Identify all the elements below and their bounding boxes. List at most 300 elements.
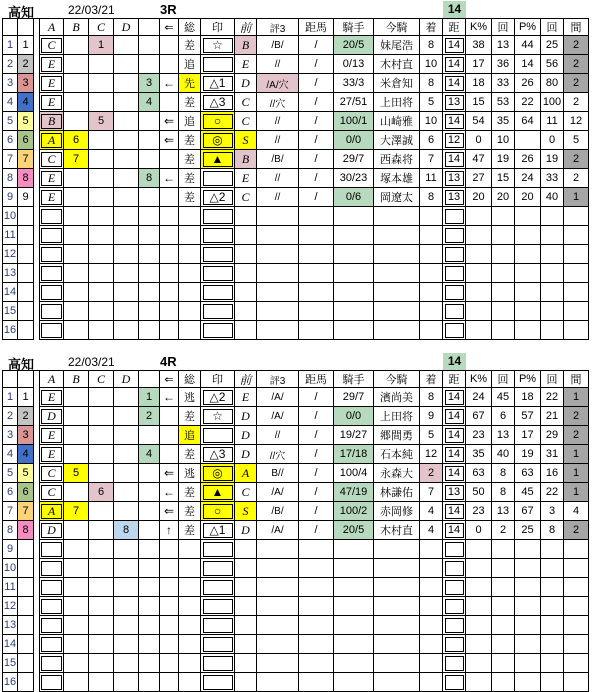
cell-arrow[interactable] bbox=[160, 616, 179, 635]
cell-rank-d[interactable] bbox=[114, 283, 139, 302]
cell-k-percent[interactable] bbox=[466, 245, 492, 264]
cell-p-percent[interactable]: 44 bbox=[515, 36, 541, 55]
cell-horse-number[interactable] bbox=[18, 283, 34, 302]
cell-rank-c[interactable] bbox=[89, 169, 114, 188]
cell-distance-horse[interactable]: / bbox=[299, 150, 334, 169]
cell-recovery-2[interactable]: 16 bbox=[541, 464, 564, 483]
cell-recovery-1[interactable] bbox=[492, 264, 515, 283]
cell-jockey-name[interactable]: 木村直 bbox=[374, 521, 420, 540]
cell-distance[interactable]: 14 bbox=[443, 150, 466, 169]
cell-running-style[interactable]: 差 bbox=[179, 188, 201, 207]
cell-finish-position[interactable] bbox=[420, 302, 443, 321]
cell-evaluation[interactable] bbox=[257, 283, 299, 302]
cell-position-number[interactable] bbox=[139, 283, 160, 302]
cell-finish-position[interactable]: 7 bbox=[420, 483, 443, 502]
cell-rank-c[interactable] bbox=[89, 559, 114, 578]
cell-recovery-2[interactable] bbox=[541, 597, 564, 616]
cell-position-number[interactable] bbox=[139, 302, 160, 321]
cell-finish-position[interactable] bbox=[420, 559, 443, 578]
cell-p-percent[interactable]: 26 bbox=[515, 74, 541, 93]
cell-p-percent[interactable] bbox=[515, 559, 541, 578]
cell-arrow[interactable]: ⇐ bbox=[160, 464, 179, 483]
cell-position-number[interactable] bbox=[139, 483, 160, 502]
cell-recovery-1[interactable]: 35 bbox=[492, 112, 515, 131]
cell-arrow[interactable] bbox=[160, 36, 179, 55]
cell-running-style[interactable]: 差 bbox=[179, 407, 201, 426]
cell-rank-b[interactable] bbox=[64, 302, 89, 321]
cell-jockey-name[interactable]: 大澤誠 bbox=[374, 131, 420, 150]
cell-row-number[interactable]: 16 bbox=[2, 321, 18, 340]
cell-recovery-2[interactable] bbox=[541, 540, 564, 559]
cell-p-percent[interactable]: 45 bbox=[515, 483, 541, 502]
cell-arrow[interactable] bbox=[160, 264, 179, 283]
cell-jockey-odds[interactable]: 29/7 bbox=[334, 388, 374, 407]
cell-previous-rank[interactable]: E bbox=[235, 55, 257, 74]
cell-arrow[interactable] bbox=[160, 407, 179, 426]
cell-interval[interactable]: 2 bbox=[564, 521, 589, 540]
cell-k-percent[interactable]: 50 bbox=[466, 483, 492, 502]
cell-position-number[interactable] bbox=[139, 188, 160, 207]
cell-row-number[interactable]: 12 bbox=[2, 597, 18, 616]
cell-row-number[interactable]: 14 bbox=[2, 283, 18, 302]
cell-recovery-1[interactable] bbox=[492, 283, 515, 302]
cell-rank-b[interactable] bbox=[64, 578, 89, 597]
cell-evaluation[interactable]: // bbox=[257, 188, 299, 207]
cell-jockey-name[interactable] bbox=[374, 302, 420, 321]
cell-evaluation[interactable] bbox=[257, 654, 299, 673]
cell-mark[interactable]: △1 bbox=[201, 74, 235, 93]
cell-arrow[interactable] bbox=[160, 654, 179, 673]
cell-previous-rank[interactable] bbox=[235, 616, 257, 635]
cell-k-percent[interactable]: 35 bbox=[466, 445, 492, 464]
cell-horse-number[interactable] bbox=[18, 673, 34, 692]
cell-position-number[interactable] bbox=[139, 673, 160, 692]
cell-recovery-1[interactable] bbox=[492, 302, 515, 321]
cell-rank-a[interactable] bbox=[39, 616, 64, 635]
cell-distance[interactable] bbox=[443, 264, 466, 283]
cell-recovery-1[interactable]: 19 bbox=[492, 150, 515, 169]
cell-position-number[interactable]: 4 bbox=[139, 93, 160, 112]
cell-recovery-1[interactable]: 13 bbox=[492, 426, 515, 445]
cell-interval[interactable] bbox=[564, 673, 589, 692]
cell-distance-horse[interactable]: / bbox=[299, 388, 334, 407]
cell-jockey-name[interactable]: 赤岡修 bbox=[374, 502, 420, 521]
cell-k-percent[interactable] bbox=[466, 635, 492, 654]
cell-finish-position[interactable] bbox=[420, 597, 443, 616]
cell-horse-number[interactable]: 3 bbox=[18, 426, 34, 445]
cell-rank-a[interactable]: E bbox=[39, 169, 64, 188]
cell-jockey-odds[interactable]: 0/0 bbox=[334, 131, 374, 150]
cell-rank-b[interactable] bbox=[64, 635, 89, 654]
cell-distance[interactable] bbox=[443, 283, 466, 302]
cell-rank-c[interactable] bbox=[89, 302, 114, 321]
cell-rank-c[interactable] bbox=[89, 635, 114, 654]
cell-arrow[interactable] bbox=[160, 673, 179, 692]
cell-evaluation[interactable] bbox=[257, 597, 299, 616]
cell-distance[interactable]: 14 bbox=[443, 464, 466, 483]
cell-rank-c[interactable] bbox=[89, 321, 114, 340]
cell-evaluation[interactable] bbox=[257, 302, 299, 321]
cell-k-percent[interactable] bbox=[466, 597, 492, 616]
cell-rank-b[interactable] bbox=[64, 616, 89, 635]
cell-recovery-2[interactable]: 25 bbox=[541, 36, 564, 55]
cell-row-number[interactable]: 15 bbox=[2, 302, 18, 321]
cell-recovery-1[interactable] bbox=[492, 245, 515, 264]
cell-k-percent[interactable]: 0 bbox=[466, 521, 492, 540]
cell-arrow[interactable]: ← bbox=[160, 388, 179, 407]
cell-recovery-1[interactable]: 36 bbox=[492, 55, 515, 74]
cell-rank-c[interactable] bbox=[89, 597, 114, 616]
cell-recovery-1[interactable]: 45 bbox=[492, 388, 515, 407]
cell-rank-a[interactable]: D bbox=[39, 407, 64, 426]
cell-rank-d[interactable] bbox=[114, 559, 139, 578]
cell-recovery-1[interactable]: 8 bbox=[492, 464, 515, 483]
cell-distance[interactable] bbox=[443, 245, 466, 264]
cell-row-number[interactable]: 5 bbox=[2, 112, 18, 131]
cell-mark[interactable] bbox=[201, 302, 235, 321]
cell-recovery-1[interactable]: 20 bbox=[492, 188, 515, 207]
cell-jockey-odds[interactable]: 27/51 bbox=[334, 93, 374, 112]
cell-rank-d[interactable] bbox=[114, 502, 139, 521]
cell-rank-c[interactable] bbox=[89, 188, 114, 207]
cell-mark[interactable] bbox=[201, 673, 235, 692]
cell-interval[interactable] bbox=[564, 540, 589, 559]
cell-rank-c[interactable] bbox=[89, 540, 114, 559]
cell-k-percent[interactable]: 24 bbox=[466, 388, 492, 407]
cell-recovery-2[interactable] bbox=[541, 578, 564, 597]
cell-k-percent[interactable]: 67 bbox=[466, 407, 492, 426]
cell-rank-c[interactable] bbox=[89, 131, 114, 150]
cell-rank-b[interactable] bbox=[64, 245, 89, 264]
cell-distance[interactable] bbox=[443, 578, 466, 597]
cell-rank-b[interactable] bbox=[64, 654, 89, 673]
cell-k-percent[interactable]: 23 bbox=[466, 426, 492, 445]
cell-rank-c[interactable]: 1 bbox=[89, 36, 114, 55]
cell-distance-horse[interactable]: / bbox=[299, 74, 334, 93]
cell-arrow[interactable]: ← bbox=[160, 74, 179, 93]
cell-recovery-2[interactable]: 33 bbox=[541, 169, 564, 188]
cell-jockey-odds[interactable] bbox=[334, 578, 374, 597]
cell-distance[interactable]: 14 bbox=[443, 55, 466, 74]
cell-evaluation[interactable] bbox=[257, 245, 299, 264]
cell-horse-number[interactable]: 5 bbox=[18, 464, 34, 483]
cell-rank-a[interactable] bbox=[39, 578, 64, 597]
cell-row-number[interactable]: 10 bbox=[2, 559, 18, 578]
cell-rank-b[interactable] bbox=[64, 559, 89, 578]
cell-evaluation[interactable]: /A/ bbox=[257, 521, 299, 540]
cell-running-style[interactable] bbox=[179, 302, 201, 321]
cell-horse-number[interactable]: 7 bbox=[18, 502, 34, 521]
cell-evaluation[interactable] bbox=[257, 616, 299, 635]
cell-running-style[interactable]: 逃 bbox=[179, 464, 201, 483]
cell-finish-position[interactable]: 4 bbox=[420, 502, 443, 521]
cell-evaluation[interactable] bbox=[257, 559, 299, 578]
cell-position-number[interactable] bbox=[139, 245, 160, 264]
cell-previous-rank[interactable] bbox=[235, 245, 257, 264]
cell-jockey-odds[interactable]: 100/4 bbox=[334, 464, 374, 483]
cell-jockey-name[interactable] bbox=[374, 264, 420, 283]
cell-finish-position[interactable] bbox=[420, 578, 443, 597]
cell-jockey-name[interactable] bbox=[374, 283, 420, 302]
cell-arrow[interactable]: ← bbox=[160, 483, 179, 502]
cell-rank-d[interactable] bbox=[114, 654, 139, 673]
cell-position-number[interactable] bbox=[139, 55, 160, 74]
cell-rank-b[interactable] bbox=[64, 207, 89, 226]
cell-jockey-odds[interactable]: 100/1 bbox=[334, 112, 374, 131]
cell-mark[interactable] bbox=[201, 245, 235, 264]
cell-k-percent[interactable]: 0 bbox=[466, 131, 492, 150]
cell-previous-rank[interactable] bbox=[235, 283, 257, 302]
cell-distance[interactable]: 14 bbox=[443, 521, 466, 540]
cell-position-number[interactable] bbox=[139, 559, 160, 578]
cell-mark[interactable] bbox=[201, 654, 235, 673]
cell-distance[interactable]: 12 bbox=[443, 131, 466, 150]
cell-position-number[interactable] bbox=[139, 226, 160, 245]
cell-distance[interactable] bbox=[443, 321, 466, 340]
cell-mark[interactable] bbox=[201, 597, 235, 616]
cell-jockey-odds[interactable]: 30/23 bbox=[334, 169, 374, 188]
cell-jockey-name[interactable] bbox=[374, 207, 420, 226]
cell-rank-c[interactable] bbox=[89, 226, 114, 245]
cell-rank-a[interactable] bbox=[39, 673, 64, 692]
cell-jockey-name[interactable]: 岡遼太 bbox=[374, 188, 420, 207]
cell-row-number[interactable]: 7 bbox=[2, 150, 18, 169]
cell-jockey-name[interactable]: 妹尾浩 bbox=[374, 36, 420, 55]
cell-p-percent[interactable] bbox=[515, 283, 541, 302]
cell-jockey-odds[interactable]: 0/6 bbox=[334, 188, 374, 207]
cell-recovery-2[interactable] bbox=[541, 654, 564, 673]
cell-p-percent[interactable] bbox=[515, 321, 541, 340]
cell-rank-a[interactable] bbox=[39, 654, 64, 673]
cell-rank-c[interactable] bbox=[89, 464, 114, 483]
cell-k-percent[interactable]: 18 bbox=[466, 74, 492, 93]
cell-jockey-odds[interactable] bbox=[334, 302, 374, 321]
cell-horse-number[interactable] bbox=[18, 654, 34, 673]
cell-finish-position[interactable]: 10 bbox=[420, 112, 443, 131]
cell-rank-c[interactable] bbox=[89, 578, 114, 597]
cell-horse-number[interactable]: 9 bbox=[18, 188, 34, 207]
cell-p-percent[interactable]: 64 bbox=[515, 112, 541, 131]
cell-jockey-name[interactable]: 林謙佑 bbox=[374, 483, 420, 502]
cell-interval[interactable]: 2 bbox=[564, 150, 589, 169]
cell-evaluation[interactable]: /A/ bbox=[257, 388, 299, 407]
cell-position-number[interactable]: 3 bbox=[139, 74, 160, 93]
cell-p-percent[interactable]: 22 bbox=[515, 93, 541, 112]
cell-previous-rank[interactable]: E bbox=[235, 169, 257, 188]
cell-row-number[interactable]: 13 bbox=[2, 264, 18, 283]
cell-row-number[interactable]: 2 bbox=[2, 55, 18, 74]
cell-previous-rank[interactable]: B bbox=[235, 36, 257, 55]
cell-running-style[interactable]: 追 bbox=[179, 426, 201, 445]
cell-k-percent[interactable]: 47 bbox=[466, 150, 492, 169]
cell-finish-position[interactable]: 12 bbox=[420, 445, 443, 464]
cell-jockey-odds[interactable] bbox=[334, 597, 374, 616]
cell-p-percent[interactable]: 18 bbox=[515, 388, 541, 407]
cell-finish-position[interactable] bbox=[420, 654, 443, 673]
cell-horse-number[interactable]: 2 bbox=[18, 55, 34, 74]
cell-mark[interactable] bbox=[201, 635, 235, 654]
cell-mark[interactable] bbox=[201, 540, 235, 559]
cell-rank-c[interactable] bbox=[89, 426, 114, 445]
cell-jockey-name[interactable]: 山崎雅 bbox=[374, 112, 420, 131]
cell-finish-position[interactable] bbox=[420, 673, 443, 692]
cell-distance[interactable]: 14 bbox=[443, 407, 466, 426]
cell-recovery-1[interactable]: 6 bbox=[492, 407, 515, 426]
cell-mark[interactable] bbox=[201, 559, 235, 578]
cell-distance[interactable]: 14 bbox=[443, 74, 466, 93]
cell-arrow[interactable] bbox=[160, 302, 179, 321]
cell-previous-rank[interactable] bbox=[235, 654, 257, 673]
cell-arrow[interactable] bbox=[160, 245, 179, 264]
cell-distance-horse[interactable] bbox=[299, 578, 334, 597]
cell-previous-rank[interactable]: D bbox=[235, 521, 257, 540]
cell-horse-number[interactable] bbox=[18, 226, 34, 245]
cell-rank-c[interactable] bbox=[89, 673, 114, 692]
cell-recovery-1[interactable] bbox=[492, 559, 515, 578]
cell-previous-rank[interactable] bbox=[235, 321, 257, 340]
cell-running-style[interactable] bbox=[179, 207, 201, 226]
cell-position-number[interactable] bbox=[139, 464, 160, 483]
cell-rank-d[interactable] bbox=[114, 616, 139, 635]
cell-mark[interactable] bbox=[201, 578, 235, 597]
cell-jockey-odds[interactable]: 0/0 bbox=[334, 407, 374, 426]
cell-recovery-2[interactable]: 22 bbox=[541, 388, 564, 407]
cell-distance-horse[interactable] bbox=[299, 283, 334, 302]
cell-distance-horse[interactable]: / bbox=[299, 426, 334, 445]
cell-jockey-odds[interactable]: 20/5 bbox=[334, 521, 374, 540]
cell-k-percent[interactable]: 38 bbox=[466, 36, 492, 55]
cell-distance[interactable]: 14 bbox=[443, 445, 466, 464]
cell-running-style[interactable] bbox=[179, 226, 201, 245]
cell-running-style[interactable]: 差 bbox=[179, 483, 201, 502]
cell-jockey-odds[interactable]: 47/19 bbox=[334, 483, 374, 502]
cell-rank-c[interactable] bbox=[89, 616, 114, 635]
cell-rank-a[interactable]: E bbox=[39, 74, 64, 93]
cell-position-number[interactable] bbox=[139, 112, 160, 131]
cell-distance-horse[interactable] bbox=[299, 654, 334, 673]
cell-recovery-1[interactable]: 2 bbox=[492, 521, 515, 540]
cell-row-number[interactable]: 12 bbox=[2, 245, 18, 264]
cell-rank-b[interactable] bbox=[64, 36, 89, 55]
cell-interval[interactable]: 2 bbox=[564, 426, 589, 445]
cell-rank-d[interactable] bbox=[114, 207, 139, 226]
cell-rank-c[interactable]: 5 bbox=[89, 112, 114, 131]
cell-interval[interactable]: 2 bbox=[564, 169, 589, 188]
cell-rank-a[interactable] bbox=[39, 559, 64, 578]
cell-distance[interactable]: 13 bbox=[443, 169, 466, 188]
cell-jockey-name[interactable]: 永森大 bbox=[374, 464, 420, 483]
cell-rank-b[interactable] bbox=[64, 540, 89, 559]
cell-k-percent[interactable] bbox=[466, 207, 492, 226]
cell-horse-number[interactable]: 6 bbox=[18, 483, 34, 502]
cell-p-percent[interactable] bbox=[515, 616, 541, 635]
cell-horse-number[interactable] bbox=[18, 321, 34, 340]
cell-p-percent[interactable] bbox=[515, 245, 541, 264]
cell-k-percent[interactable]: 27 bbox=[466, 169, 492, 188]
cell-distance-horse[interactable]: / bbox=[299, 188, 334, 207]
cell-position-number[interactable] bbox=[139, 578, 160, 597]
cell-evaluation[interactable] bbox=[257, 673, 299, 692]
cell-jockey-odds[interactable]: 33/3 bbox=[334, 74, 374, 93]
cell-jockey-odds[interactable] bbox=[334, 654, 374, 673]
cell-row-number[interactable]: 4 bbox=[2, 445, 18, 464]
cell-distance[interactable] bbox=[443, 616, 466, 635]
cell-position-number[interactable]: 1 bbox=[139, 388, 160, 407]
cell-rank-a[interactable] bbox=[39, 264, 64, 283]
cell-previous-rank[interactable] bbox=[235, 302, 257, 321]
cell-distance-horse[interactable]: / bbox=[299, 131, 334, 150]
cell-mark[interactable]: △2 bbox=[201, 388, 235, 407]
cell-recovery-2[interactable] bbox=[541, 321, 564, 340]
cell-distance[interactable]: 13 bbox=[443, 483, 466, 502]
cell-horse-number[interactable]: 4 bbox=[18, 445, 34, 464]
cell-position-number[interactable] bbox=[139, 207, 160, 226]
cell-recovery-1[interactable]: 15 bbox=[492, 169, 515, 188]
cell-jockey-name[interactable]: 濱尚美 bbox=[374, 388, 420, 407]
cell-interval[interactable] bbox=[564, 616, 589, 635]
cell-k-percent[interactable] bbox=[466, 559, 492, 578]
cell-finish-position[interactable]: 6 bbox=[420, 131, 443, 150]
cell-k-percent[interactable]: 15 bbox=[466, 93, 492, 112]
cell-evaluation[interactable]: /B/ bbox=[257, 150, 299, 169]
cell-rank-d[interactable] bbox=[114, 388, 139, 407]
cell-finish-position[interactable] bbox=[420, 635, 443, 654]
cell-arrow[interactable] bbox=[160, 559, 179, 578]
cell-running-style[interactable]: 追 bbox=[179, 112, 201, 131]
cell-previous-rank[interactable]: D bbox=[235, 74, 257, 93]
cell-jockey-odds[interactable]: 20/5 bbox=[334, 36, 374, 55]
cell-rank-b[interactable] bbox=[64, 321, 89, 340]
distance-header-cell[interactable]: 14 bbox=[443, 353, 466, 370]
cell-running-style[interactable] bbox=[179, 559, 201, 578]
cell-recovery-1[interactable]: 8 bbox=[492, 483, 515, 502]
cell-distance[interactable] bbox=[443, 302, 466, 321]
cell-distance[interactable] bbox=[443, 540, 466, 559]
cell-running-style[interactable]: 差 bbox=[179, 445, 201, 464]
cell-arrow[interactable] bbox=[160, 540, 179, 559]
cell-rank-b[interactable] bbox=[64, 283, 89, 302]
cell-running-style[interactable] bbox=[179, 264, 201, 283]
cell-jockey-odds[interactable] bbox=[334, 673, 374, 692]
cell-position-number[interactable] bbox=[139, 131, 160, 150]
cell-horse-number[interactable]: 7 bbox=[18, 150, 34, 169]
cell-rank-c[interactable] bbox=[89, 207, 114, 226]
cell-rank-a[interactable] bbox=[39, 226, 64, 245]
cell-position-number[interactable] bbox=[139, 540, 160, 559]
cell-jockey-name[interactable]: 米倉知 bbox=[374, 74, 420, 93]
cell-running-style[interactable] bbox=[179, 635, 201, 654]
cell-distance[interactable] bbox=[443, 673, 466, 692]
cell-rank-b[interactable]: 7 bbox=[64, 150, 89, 169]
cell-recovery-2[interactable] bbox=[541, 559, 564, 578]
cell-k-percent[interactable]: 63 bbox=[466, 464, 492, 483]
cell-position-number[interactable] bbox=[139, 654, 160, 673]
cell-rank-c[interactable] bbox=[89, 245, 114, 264]
cell-rank-d[interactable] bbox=[114, 673, 139, 692]
cell-evaluation[interactable]: B// bbox=[257, 464, 299, 483]
cell-row-number[interactable]: 9 bbox=[2, 540, 18, 559]
cell-k-percent[interactable] bbox=[466, 673, 492, 692]
cell-jockey-name[interactable] bbox=[374, 616, 420, 635]
cell-row-number[interactable]: 10 bbox=[2, 207, 18, 226]
cell-recovery-2[interactable]: 22 bbox=[541, 483, 564, 502]
cell-rank-d[interactable] bbox=[114, 635, 139, 654]
cell-row-number[interactable]: 5 bbox=[2, 464, 18, 483]
cell-interval[interactable]: 1 bbox=[564, 388, 589, 407]
cell-running-style[interactable]: 差 bbox=[179, 36, 201, 55]
cell-row-number[interactable]: 1 bbox=[2, 388, 18, 407]
cell-position-number[interactable] bbox=[139, 150, 160, 169]
